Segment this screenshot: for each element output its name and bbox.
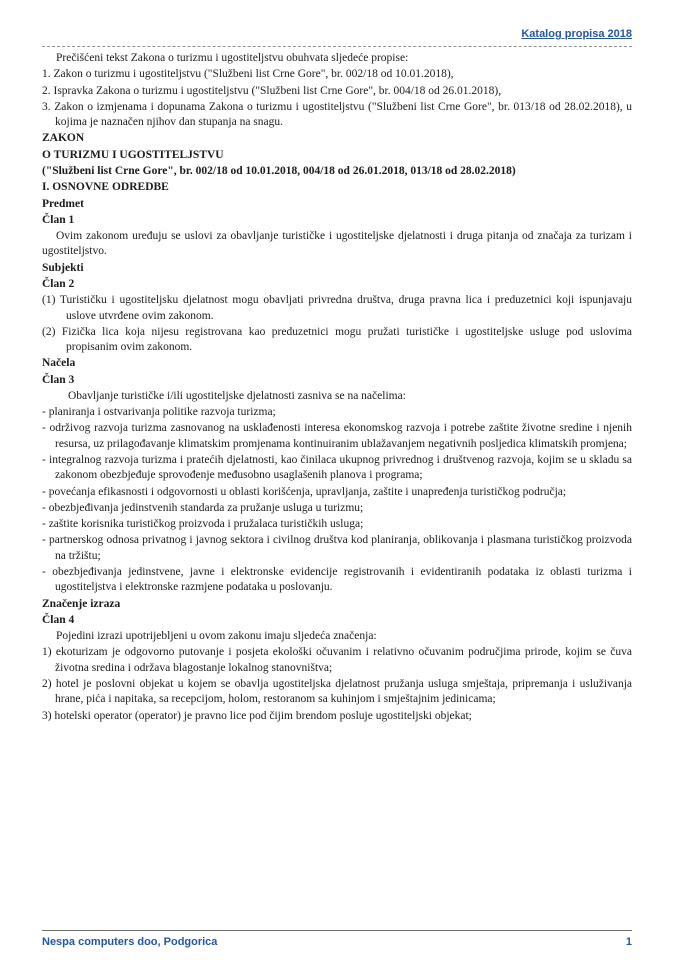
- page-header: [42, 24, 632, 47]
- article-3-principle-3: - integralnog razvoja turizma i pratećih djelatnosti, kao činilaca ukupnog privrednog i društvenog razvoja, kojim se u skladu sa zakonom obezbjeđuje sprovođenje međusobno usaglašenih planova i programa;: [42, 454, 632, 482]
- article-3-lead: Obavljanje turističke i/ili ugostiteljske djelatnosti zasniva se na načelima:: [68, 389, 406, 402]
- article-3-principle-7: - partnerskog odnosa privatnog i javnog sektora i civilnog društva kod planiranja, oblikovanja i plasmana turističkog proizvoda na tržištu;: [42, 534, 632, 562]
- article-heading-4: Član 4: [42, 613, 75, 626]
- article-heading-1: Član 1: [42, 213, 75, 226]
- article-3-principle-8: - obezbjeđivanja jedinstvene, javne i elektronske evidencije registrovanih i evidentiranih podataka iz oblasti turizma i ugostiteljstva i elektronske razmjene podataka u poslovanju.: [42, 566, 632, 594]
- article-3-principle-2: - održivog razvoja turizma zasnovanog na usklađenosti interesa ekonomskog razvoja i potrebe zaštite životne sredine i njenih resursa, uz prilagođavanje klimatskim promjenama kontinuiranim ublažavanjem negativnih posljedica klimatskih promjena;: [42, 422, 632, 450]
- gazette-reference: ("Službeni list Crne Gore", br. 002/18 od 10.01.2018, 004/18 od 26.01.2018, 013/18 od 28.02.2018): [42, 164, 516, 177]
- intro-lead: Prečišćeni tekst Zakona o turizmu i ugostiteljstvu obuhvata sljedeće propise:: [56, 52, 409, 64]
- page-footer: [42, 930, 632, 948]
- article-2-par-2: (2) Fizička lica koja nijesu registrovana kao preduzetnici mogu pružati turističke i ugostiteljske usluge pod uslovima propisanim ovim zakonom.: [42, 325, 632, 354]
- intro-item-3: 3. Zakon o izmjenama i dopunama Zakona o turizmu i ugostiteljstvu ("Službeni list Crne Gore", br. 013/18 od 28.02.2018), u kojima je naznačen njihov dan stupanja na snagu.: [42, 100, 632, 129]
- article-heading-2: Član 2: [42, 277, 75, 290]
- article-3-principle-6: - zaštite korisnika turističkog proizvoda i pružalaca turističkih usluga;: [42, 518, 364, 531]
- intro-item-1: 1. Zakon o turizmu i ugostiteljstvu ("Službeni list Crne Gore", br. 002/18 od 10.01.2018),: [42, 68, 454, 81]
- article-4-lead: Pojedini izrazi upotrijebljeni u ovom zakonu imaju sljedeća značenja:: [56, 630, 377, 643]
- article-3-principle-5: - obezbjeđivanja jedinstvenih standarda za pružanje usluga u turizmu;: [42, 501, 364, 514]
- article-2-par-1: (1) Turističku i ugostiteljsku djelatnost mogu obavljati privredna društva, druga pravna lica i preduzetnici koji ispunjavaju uslove utvrđene ovim zakonom.: [42, 294, 632, 322]
- definition-3: 3) hotelski operator (operator) je pravno lice pod čijim brendom posluje ugostiteljski objekat;: [42, 709, 472, 722]
- law-title: ZAKON: [42, 132, 85, 145]
- footer-page-number: 1: [625, 936, 632, 948]
- section-heading-subjekti: Subjekti: [42, 261, 84, 274]
- header-title: Katalog propisa 2018: [521, 28, 632, 40]
- article-1-text: Ovim zakonom uređuju se uslovi za obavljanje turističke i ugostiteljske djelatnosti i druga pitanja od značaja za turizam i ugostiteljstvo.: [42, 230, 632, 258]
- section-heading-nacela: Načela: [42, 357, 76, 370]
- section-heading-znacenje-izraza: Značenje izraza: [42, 597, 121, 610]
- intro-item-2: 2. Ispravka Zakona o turizmu i ugostiteljstvu ("Službeni list Crne Gore", br. 004/18 od 26.01.2018),: [42, 84, 502, 97]
- definition-2: 2) hotel je poslovni objekat u kojem se obavlja ugostiteljska djelatnost pružanja usluga smještaja, pripremanja i usluživanja hrane, pića i napitaka, sa recepcijom, holom, restoranom sa kuhinjom i smještajnim jedinicama;: [42, 677, 632, 706]
- footer-company: Nespa computers doo, Podgorica: [42, 936, 218, 948]
- section-heading-predmet: Predmet: [42, 197, 84, 210]
- article-3-principle-1: - planiranja i ostvarivanja politike razvoja turizma;: [42, 406, 276, 419]
- article-3-principle-4: - povećanja efikasnosti i odgovornosti u oblasti korišćenja, upravljanja, zaštite i unapređenja turističkog područja;: [42, 485, 567, 498]
- document-body: [42, 50, 632, 725]
- law-subject-title: O TURIZMU I UGOSTITELJSTVU: [42, 148, 224, 161]
- chapter-heading: I. OSNOVNE ODREDBE: [42, 181, 169, 194]
- article-heading-3: Član 3: [42, 373, 75, 386]
- definition-1: 1) ekoturizam je odgovorno putovanje i posjeta ekološki očuvanim i relativno očuvanim područjima prirode, kojim se čuva životna sredina i održava blagostanje lokalnog stanovništva;: [42, 646, 632, 674]
